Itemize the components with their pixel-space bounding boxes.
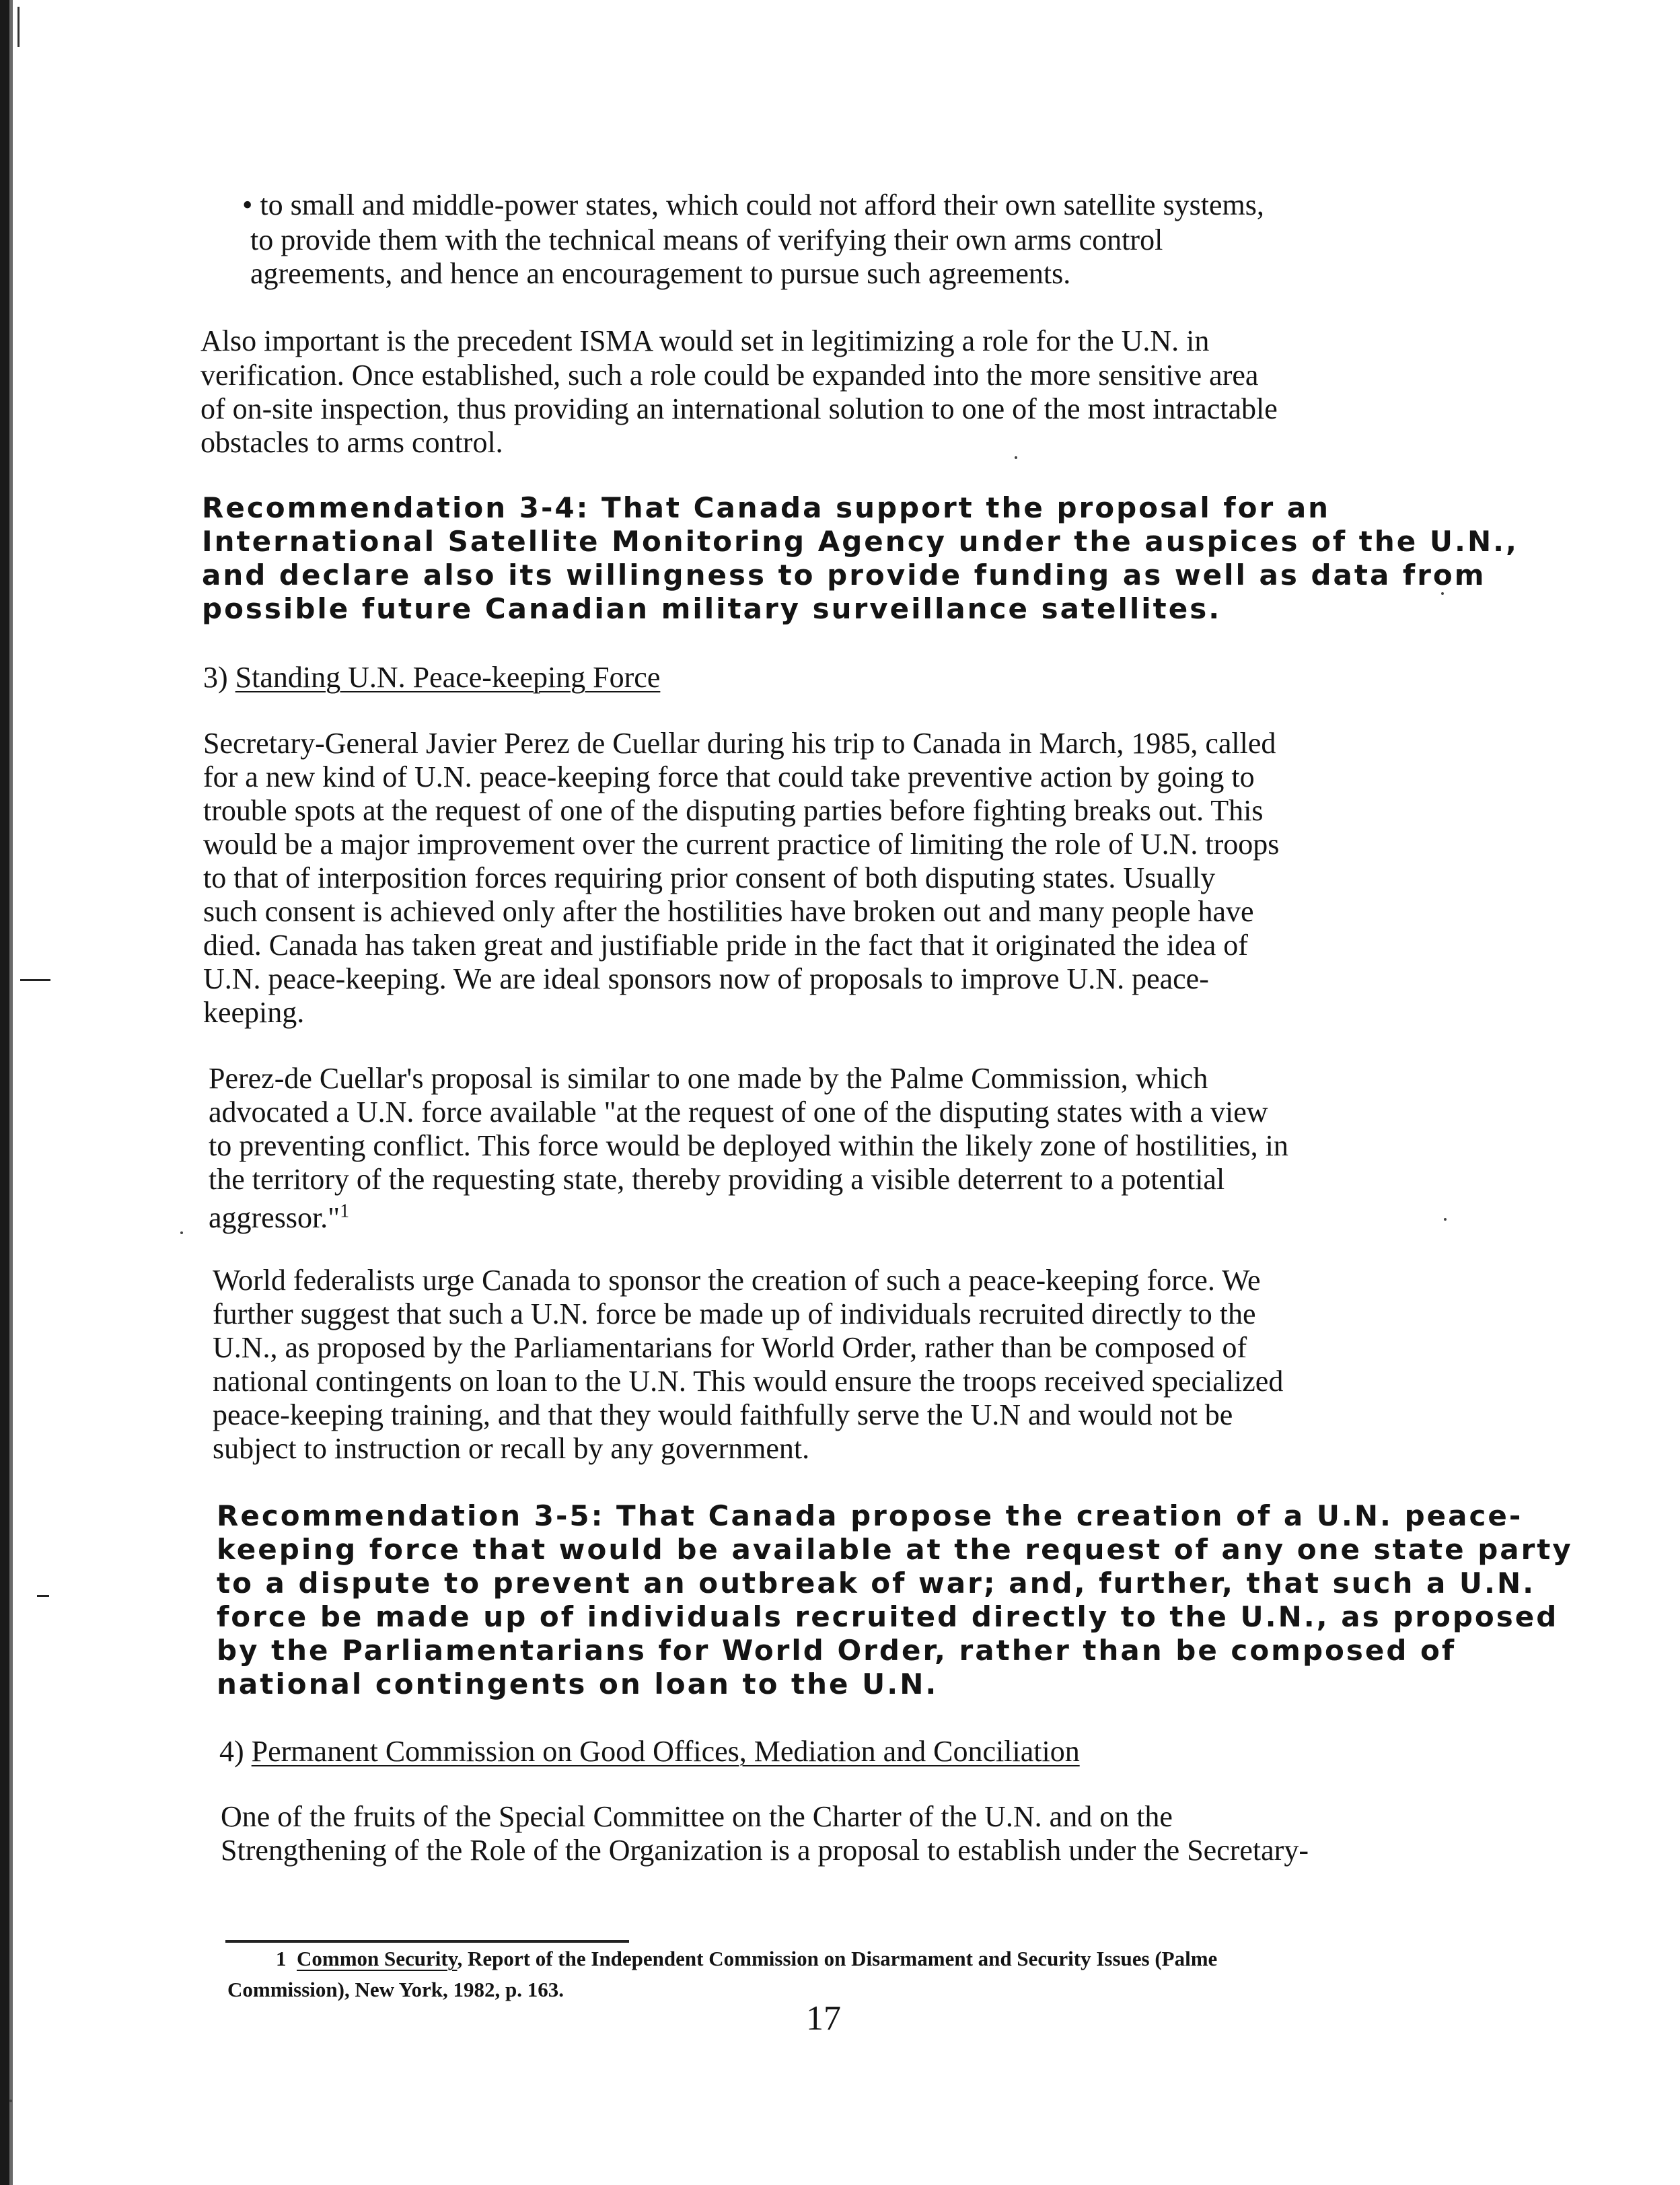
recommendation-line: Recommendation 3-5: That Canada propose the creation of a U.N. peace-	[217, 1499, 1523, 1532]
recommendation-line: Recommendation 3-4: That Canada support the proposal for an	[202, 491, 1331, 524]
scan-margin-tick	[37, 1595, 49, 1597]
paragraph-line: such consent is achieved only after the hostilities have broken out and many people have	[203, 895, 1254, 928]
paragraph-line: to preventing conflict. This force would be deployed within the likely zone of hostilities, in	[209, 1129, 1288, 1162]
footnote-number: 1	[276, 1947, 287, 1970]
bullet-line-2: to provide them with the technical means of verifying their own arms control	[250, 223, 1163, 256]
section-heading-3	[203, 661, 660, 694]
footnote-reference: 1	[340, 1201, 350, 1222]
scan-speck	[9, 2100, 12, 2102]
recommendation-line: International Satellite Monitoring Agency under the auspices of the U.N.,	[202, 525, 1519, 558]
scan-speck	[180, 1231, 183, 1234]
paragraph-line: would be a major improvement over the current practice of limiting the role of U.N. troops	[203, 828, 1280, 861]
scan-edge-shadow-inner	[9, 0, 13, 2185]
paragraph-line: peace-keeping training, and that they would faithfully serve the U.N and would not be	[213, 1398, 1233, 1431]
paragraph-line: U.N. peace-keeping. We are ideal sponsors now of proposals to improve U.N. peace-	[203, 962, 1209, 995]
recommendation-line: by the Parliamentarians for World Order, rather than be composed of	[217, 1634, 1457, 1667]
paragraph-line: further suggest that such a U.N. force be made up of individuals recruited directly to the	[213, 1297, 1256, 1330]
scan-speck	[1015, 456, 1017, 459]
recommendation-line: keeping force that would be available at the request of any one state party	[217, 1533, 1573, 1566]
paragraph-line: keeping.	[203, 996, 305, 1029]
recommendation-line: to a dispute to prevent an outbreak of war; and, further, that such a U.N.	[217, 1567, 1536, 1600]
footnote-rule	[225, 1940, 629, 1943]
paragraph-line: verification. Once established, such a role could be expanded into the more sensitive area	[200, 359, 1259, 392]
section-title: Permanent Commission on Good Offices, Mediation and Conciliation	[251, 1735, 1080, 1768]
paragraph-line: of on-site inspection, thus providing an international solution to one of the most intractable	[200, 392, 1278, 425]
recommendation-line: national contingents on loan to the U.N.	[217, 1668, 939, 1700]
bullet-line-3: agreements, and hence an encouragement to pursue such agreements.	[250, 257, 1071, 290]
paragraph-line: subject to instruction or recall by any government.	[213, 1432, 810, 1465]
bullet-line-1: • to small and middle-power states, which could not afford their own satellite systems,	[242, 188, 1264, 221]
paragraph-line: aggressor."$^1$	[209, 1201, 350, 1234]
paragraph-line: died. Canada has taken great and justifiable pride in the fact that it originated the idea of	[203, 929, 1248, 962]
recommendation-line: possible future Canadian military surveillance satellites.	[202, 592, 1222, 625]
paragraph-line: advocated a U.N. force available "at the request of one of the disputing states with a view	[209, 1096, 1268, 1129]
scan-speck	[1441, 592, 1444, 595]
paragraph-line: Also important is the precedent ISMA would set in legitimizing a role for the U.N. in	[200, 324, 1210, 357]
section-number: 4)	[219, 1735, 244, 1768]
scan-edge-mark	[17, 7, 20, 47]
bullet-mark: •	[242, 188, 253, 221]
recommendation-line: and declare also its willingness to provide funding as well as data from	[202, 559, 1486, 592]
footnote-source-title: Common Security	[297, 1947, 458, 1970]
section-number: 3)	[203, 661, 228, 694]
paragraph-line: for a new kind of U.N. peace-keeping force that could take preventive action by going to	[203, 760, 1255, 793]
paragraph-line: Secretary-General Javier Perez de Cuellar during his trip to Canada in March, 1985, called	[203, 727, 1276, 760]
recommendation-line: force be made up of individuals recruited directly to the U.N., as proposed	[217, 1600, 1559, 1633]
paragraph-line: Perez-de Cuellar's proposal is similar to one made by the Palme Commission, which	[209, 1062, 1208, 1095]
section-title: Standing U.N. Peace-keeping Force	[235, 661, 661, 694]
scan-margin-tick	[20, 979, 50, 981]
paragraph-line: Strengthening of the Role of the Organization is a proposal to establish under the Secretary-	[221, 1834, 1309, 1867]
footnote-line-2: Commission), New York, 1982, p. 163.	[227, 1978, 564, 2001]
scan-edge-shadow	[0, 0, 9, 2185]
footnote-line-1: 1 Common Security, Report of the Independent Commission on Disarmament and Security Issues (Palme	[276, 1947, 1218, 1970]
section-heading-4	[219, 1735, 1080, 1768]
paragraph-line: One of the fruits of the Special Committee on the Charter of the U.N. and on the	[221, 1800, 1173, 1833]
paragraph-line: trouble spots at the request of one of the disputing parties before fighting breaks out. This	[203, 794, 1264, 827]
paragraph-line: obstacles to arms control.	[200, 426, 503, 459]
paragraph-line: national contingents on loan to the U.N. This would ensure the troops received specialized	[213, 1365, 1284, 1398]
paragraph-line: World federalists urge Canada to sponsor the creation of such a peace-keeping force. We	[213, 1264, 1261, 1297]
page-number: 17	[806, 1999, 841, 2038]
paragraph-line: to that of interposition forces requiring prior consent of both disputing states. Usually	[203, 861, 1216, 894]
paragraph-line: the territory of the requesting state, thereby providing a visible deterrent to a potential	[209, 1163, 1225, 1196]
scan-speck	[1444, 1218, 1447, 1221]
paragraph-line: U.N., as proposed by the Parliamentarians for World Order, rather than be composed of	[213, 1331, 1247, 1364]
